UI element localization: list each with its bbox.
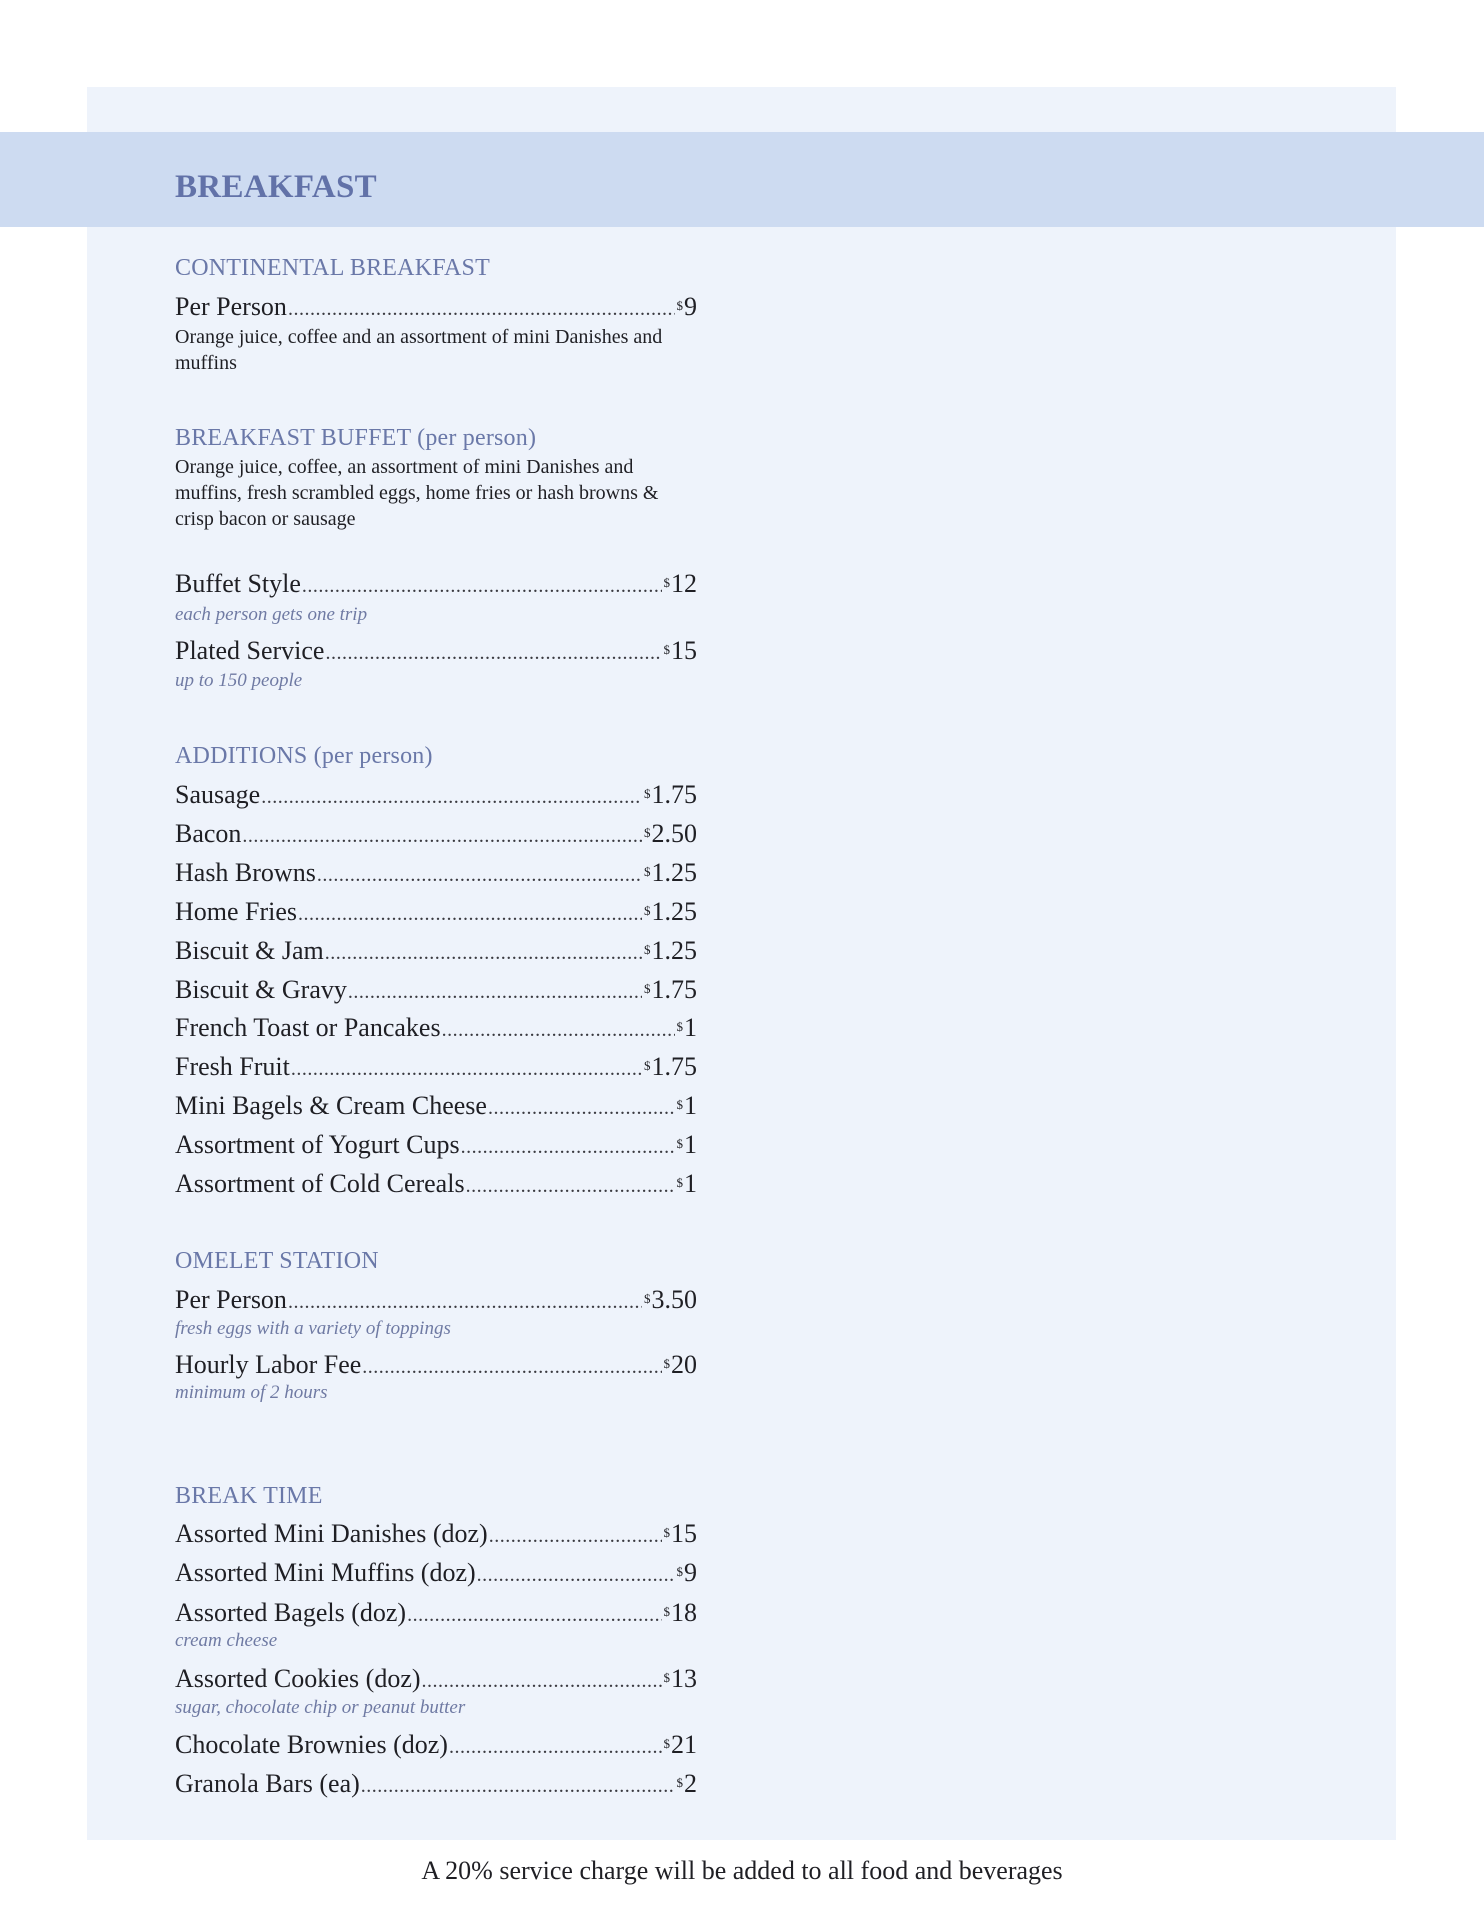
item-name: Assorted Bagels (doz)	[175, 1598, 407, 1627]
menu-item	[175, 974, 697, 1006]
menu-item	[175, 1768, 697, 1800]
section-heading-break-time: BREAK TIME	[175, 1483, 323, 1509]
dot-leader	[442, 1014, 675, 1046]
section-description: Orange juice, coffee, an assortment of mini Danishes and muffins, fresh scrambled eggs, home fries or hash browns & crisp bacon or sausage	[175, 456, 659, 530]
currency-symbol: $	[644, 981, 651, 996]
price-value: 15	[671, 636, 697, 665]
item-name: Home Fries	[175, 897, 298, 926]
price-value: 1	[684, 1169, 697, 1198]
menu-item	[175, 1051, 697, 1083]
item-name: Hash Browns	[175, 858, 316, 887]
currency-symbol: $	[676, 1097, 683, 1112]
menu-item	[175, 1284, 697, 1316]
price-value: 12	[671, 569, 697, 598]
item-price	[664, 1663, 698, 1695]
dot-leader	[302, 570, 662, 602]
item-price	[677, 1168, 698, 1200]
dot-leader	[242, 820, 642, 852]
menu-item	[175, 779, 697, 811]
section-heading-continental: CONTINENTAL BREAKFAST	[175, 255, 490, 281]
dot-leader	[261, 781, 642, 813]
section-heading-omelet: OMELET STATION	[175, 1248, 379, 1274]
item-price	[644, 896, 697, 928]
dot-leader	[291, 1053, 642, 1085]
currency-symbol: $	[644, 942, 651, 957]
currency-symbol: $	[676, 1564, 683, 1579]
dot-leader	[317, 859, 642, 891]
heading-suffix: (per person)	[417, 425, 537, 451]
item-price	[644, 935, 697, 967]
dot-leader	[288, 1286, 642, 1318]
currency-symbol: $	[663, 575, 670, 590]
dot-leader	[298, 898, 642, 930]
item-price	[677, 1012, 698, 1044]
price-value: 20	[671, 1350, 697, 1379]
dot-leader	[407, 1599, 661, 1631]
menu-item	[175, 1168, 697, 1200]
section-heading-buffet	[175, 423, 697, 453]
menu-item	[175, 1518, 697, 1550]
item-note: fresh eggs with a variety of toppings	[175, 1318, 451, 1339]
dot-leader	[361, 1770, 675, 1802]
section-heading-additions	[175, 741, 697, 771]
currency-symbol: $	[676, 1136, 683, 1151]
currency-symbol: $	[644, 1058, 651, 1073]
currency-symbol: $	[663, 1736, 670, 1751]
item-description: Orange juice, coffee and an assortment of mini Danishes and muffins	[175, 326, 663, 374]
menu-item	[175, 1129, 697, 1161]
currency-symbol: $	[663, 642, 670, 657]
item-price	[677, 1129, 698, 1161]
dot-leader	[325, 637, 661, 669]
price-value: 15	[671, 1519, 697, 1548]
currency-symbol: $	[676, 1019, 683, 1034]
item-note: up to 150 people	[175, 670, 303, 691]
price-value: 21	[671, 1730, 697, 1759]
item-name: Assortment of Yogurt Cups	[175, 1130, 460, 1159]
item-price	[664, 1597, 698, 1629]
currency-symbol: $	[644, 903, 651, 918]
item-note: cream cheese	[175, 1630, 278, 1651]
price-value: 1	[684, 1091, 697, 1120]
menu-item	[175, 1090, 697, 1122]
item-price	[644, 857, 697, 889]
item-name: Assorted Mini Muffins (doz)	[175, 1558, 476, 1587]
item-name: French Toast or Pancakes	[175, 1013, 441, 1042]
price-value: 1	[684, 1013, 697, 1042]
price-value: 9	[684, 1558, 697, 1587]
item-name: Biscuit & Gravy	[175, 975, 347, 1004]
dot-leader	[461, 1131, 675, 1163]
menu-item	[175, 1663, 697, 1695]
currency-symbol: $	[644, 864, 651, 879]
item-name: Buffet Style	[175, 569, 301, 598]
service-charge-footer: A 20% service charge will be added to all food and beverages	[421, 1856, 1063, 1885]
menu-item	[175, 896, 697, 928]
price-value: 1	[684, 1130, 697, 1159]
item-price	[644, 818, 697, 850]
dot-leader	[422, 1665, 662, 1697]
menu-item	[175, 291, 697, 323]
item-name: Granola Bars (ea)	[175, 1769, 360, 1798]
price-value: 1.75	[651, 1052, 697, 1081]
item-price	[644, 1284, 697, 1316]
item-note: minimum of 2 hours	[175, 1382, 328, 1403]
item-name: Hourly Labor Fee	[175, 1350, 362, 1379]
currency-symbol: $	[663, 1356, 670, 1371]
item-price	[677, 1557, 698, 1589]
item-price	[644, 974, 697, 1006]
menu-item	[175, 635, 697, 667]
currency-symbol: $	[676, 298, 683, 313]
item-name: Chocolate Brownies (doz)	[175, 1730, 448, 1759]
price-value: 1.75	[651, 975, 697, 1004]
item-name: Bacon	[175, 819, 242, 848]
menu-item	[175, 568, 697, 600]
dot-leader	[449, 1731, 662, 1763]
price-value: 13	[671, 1664, 697, 1693]
item-price	[664, 1349, 698, 1381]
dot-leader	[348, 976, 642, 1008]
dot-leader	[362, 1351, 661, 1383]
price-value: 1.75	[651, 780, 697, 809]
item-name: Assortment of Cold Cereals	[175, 1169, 465, 1198]
item-price	[664, 568, 698, 600]
page-title: BREAKFAST	[175, 169, 377, 205]
price-value: 1.25	[651, 897, 697, 926]
menu-item	[175, 818, 697, 850]
item-name: Mini Bagels & Cream Cheese	[175, 1091, 487, 1120]
item-price	[644, 1051, 697, 1083]
item-name: Assorted Cookies (doz)	[175, 1664, 421, 1693]
menu-item	[175, 1557, 697, 1589]
menu-item	[175, 935, 697, 967]
item-name: Per Person	[175, 292, 287, 321]
currency-symbol: $	[644, 1291, 651, 1306]
currency-symbol: $	[663, 1525, 670, 1540]
item-name: Fresh Fruit	[175, 1052, 290, 1081]
item-name: Plated Service	[175, 636, 325, 665]
menu-item	[175, 1597, 697, 1629]
dot-leader	[477, 1559, 675, 1591]
price-value: 9	[684, 292, 697, 321]
item-price	[664, 635, 698, 667]
currency-symbol: $	[663, 1604, 670, 1619]
heading-suffix: (per person)	[313, 743, 433, 769]
currency-symbol: $	[644, 825, 651, 840]
heading-text: BREAKFAST BUFFET	[175, 425, 411, 451]
dot-leader	[288, 293, 675, 325]
dot-leader	[489, 1520, 662, 1552]
price-value: 3.50	[651, 1285, 697, 1314]
item-name: Per Person	[175, 1285, 287, 1314]
item-name: Assorted Mini Danishes (doz)	[175, 1519, 488, 1548]
price-value: 18	[671, 1598, 697, 1627]
dot-leader	[325, 937, 642, 969]
heading-text: ADDITIONS	[175, 743, 308, 769]
dot-leader	[488, 1092, 675, 1124]
currency-symbol: $	[676, 1775, 683, 1790]
dot-leader	[466, 1170, 675, 1202]
price-value: 2.50	[651, 819, 697, 848]
item-price	[677, 1768, 698, 1800]
item-price	[664, 1729, 698, 1761]
menu-item	[175, 1729, 697, 1761]
item-price	[677, 291, 698, 323]
item-note: sugar, chocolate chip or peanut butter	[175, 1697, 466, 1718]
price-value: 1.25	[651, 936, 697, 965]
price-value: 1.25	[651, 858, 697, 887]
currency-symbol: $	[676, 1175, 683, 1190]
menu-item	[175, 1349, 697, 1381]
price-value: 2	[684, 1769, 697, 1798]
currency-symbol: $	[644, 786, 651, 801]
item-name: Biscuit & Jam	[175, 936, 324, 965]
item-note: each person gets one trip	[175, 604, 368, 625]
item-price	[677, 1090, 698, 1122]
item-price	[664, 1518, 698, 1550]
item-name: Sausage	[175, 780, 261, 809]
menu-item	[175, 857, 697, 889]
currency-symbol: $	[663, 1670, 670, 1685]
menu-item	[175, 1012, 697, 1044]
item-price	[644, 779, 697, 811]
